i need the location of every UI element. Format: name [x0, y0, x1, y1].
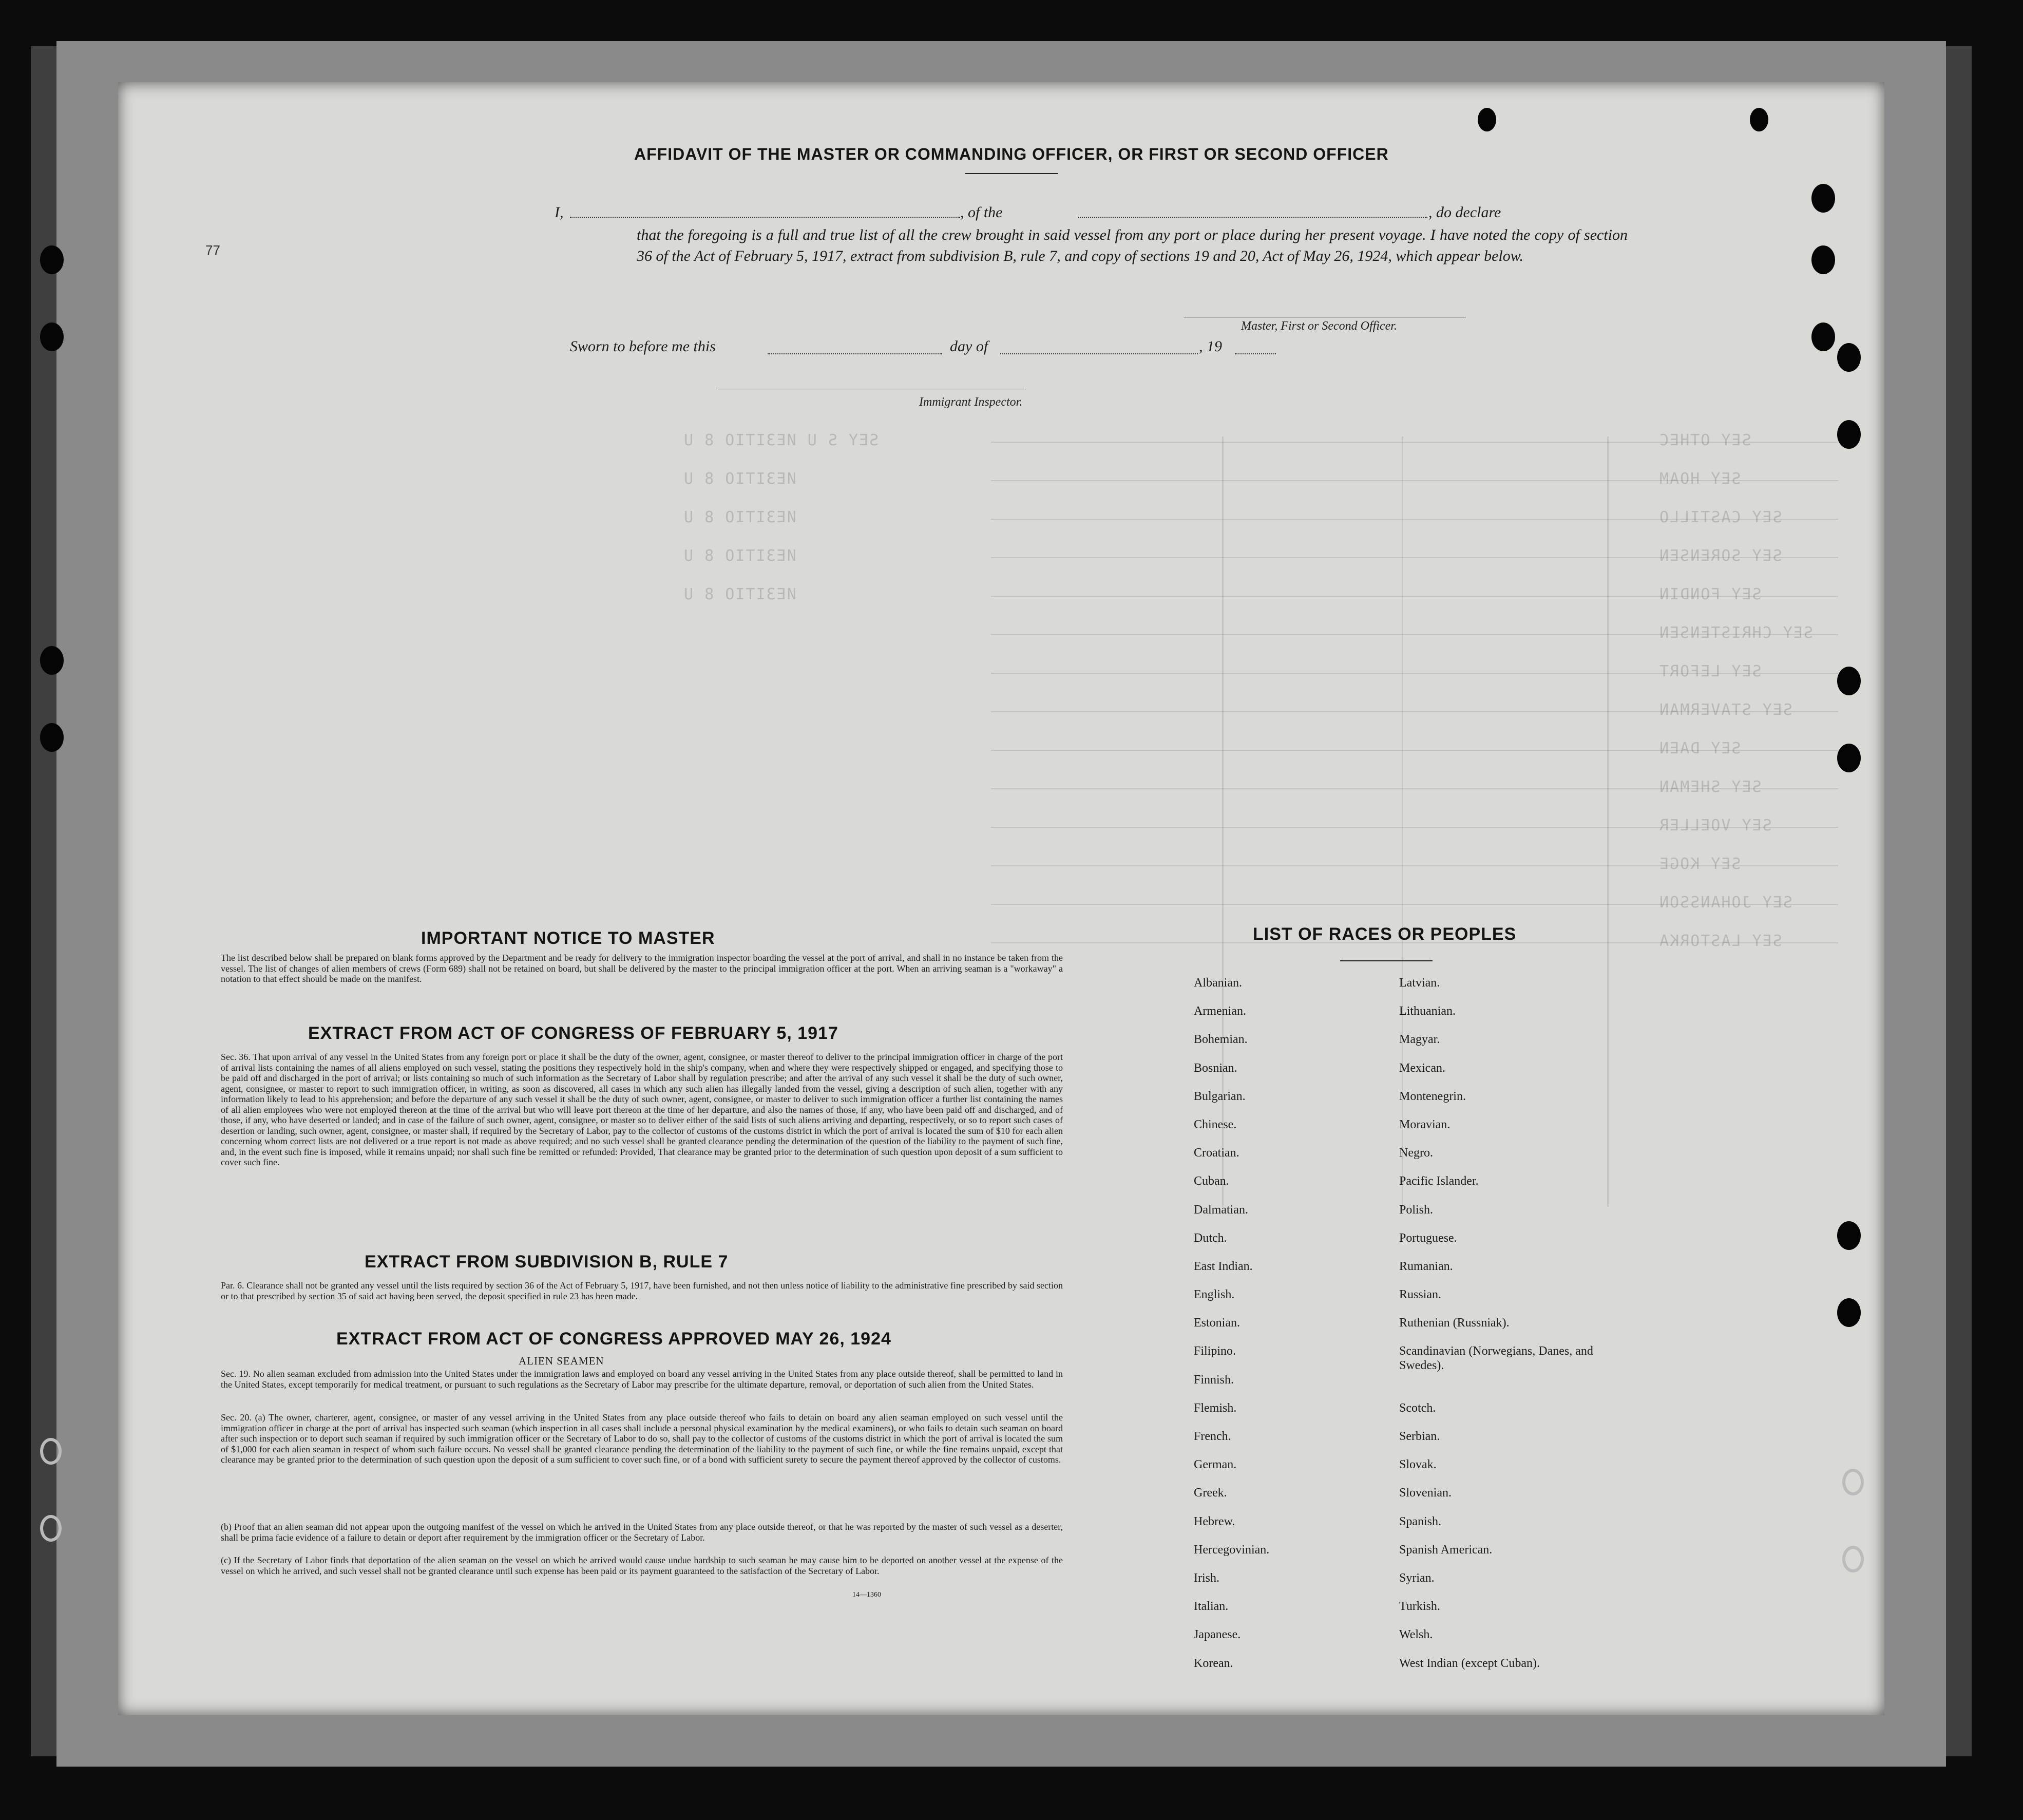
- race-item: Croatian.: [1194, 1146, 1239, 1160]
- race-item: Scotch.: [1399, 1401, 1436, 1415]
- race-item: Dalmatian.: [1194, 1203, 1248, 1217]
- extract-rule7-title: EXTRACT FROM SUBDIVISION B, RULE 7: [365, 1252, 729, 1272]
- race-item: Dutch.: [1194, 1231, 1227, 1245]
- notice-body: The list described below shall be prepared on blank forms approved by the Department and be ready for delivery to the immigration inspector boarding the vessel at the port of arrival, and shall in no instance be taken from the vessel. The list of changes of alien members of crews (Form 689) shall not be retained on board, but shall be delivered by the master to the principal immigration officer at the port. When an arriving seaman is a "workaway" a notation to that effect should be made on the manifest.: [221, 953, 1063, 984]
- race-item: Armenian.: [1194, 1004, 1246, 1018]
- race-item: Bohemian.: [1194, 1033, 1248, 1047]
- binder-hole: [1842, 1469, 1864, 1495]
- binder-hole: [1811, 184, 1835, 213]
- binder-hole: [1837, 744, 1861, 772]
- race-item: Korean.: [1194, 1656, 1233, 1670]
- race-item: Irish.: [1194, 1571, 1219, 1585]
- affidavit-body: that the foregoing is a full and true list of all the crew brought in said vessel from any port or place during her present voyage. I have noted the copy of section 36 of the Act of February 5, 1917, extract from subdivision B, rule 7, and copy of sections 19 and 20, Act of May 26, 1924, which appear below.: [637, 226, 1628, 264]
- sworn-year-field[interactable]: [1235, 353, 1276, 354]
- race-item: Slovak.: [1399, 1458, 1437, 1472]
- binder-hole: [1811, 245, 1835, 274]
- race-item: Rumanian.: [1399, 1259, 1453, 1273]
- master-name-field[interactable]: [570, 217, 960, 218]
- race-item: East Indian.: [1194, 1259, 1253, 1273]
- race-item: Greek.: [1194, 1486, 1227, 1500]
- race-item: Scandinavian (Norwegians, Danes, and Swedes).: [1399, 1344, 1593, 1373]
- race-item: West Indian (except Cuban).: [1399, 1656, 1540, 1670]
- sworn-label: Sworn to before me this: [570, 338, 716, 355]
- race-item: Estonian.: [1194, 1316, 1240, 1330]
- race-item: Welsh.: [1399, 1628, 1433, 1642]
- sec20c-body: (c) If the Secretary of Labor finds that deportation of the alien seaman on the vessel on which he arrived would cause undue hardship to such seaman he may cause him to be deported on another vessel at the expense of the vessel on which he arrived, and such vessel shall not be granted clearance until such expense has been paid or its payment guaranteed to the satisfaction of the Secretary of Labor.: [221, 1555, 1063, 1576]
- binder-hole: [40, 1438, 62, 1465]
- binder-hole: [40, 723, 64, 752]
- race-item: Spanish.: [1399, 1514, 1442, 1528]
- extract-1917-body: Sec. 36. That upon arrival of any vessel in the United States from any foreign port or place it shall be the duty of the owner, agent, consignee, or master thereof to deliver to the principal immigration officer in charge of the port of arrival lists containing the names of all aliens employed on such vessel, stating the positions they respectively hold in the ship's company, when and where they were respectively shipped or engaged, and specifying those to be paid off and discharged in the port of arrival; or lists containing so much of such information as the Secretary of Labor shall by regulation prescribe; and after the arrival of any such vessel it shall be the duty of such owner, agent, consignee, or master to report to such immigration officer, in writing, as soon as discovered, all cases in which any such alien has illegally landed from the vessel, giving a description of such alien, together with any information likely to lead to his apprehension; and before the departure of any such vessel it shall be the duty of such owner, agent, consignee, or master to deliver to such immigration officer a further list containing the names of all alien employees who were not employed thereon at the time of the arrival but who will leave port thereon at the time of her departure, and also the names of those, if any, who have been paid off and discharged, and of those, if any, who have deserted or landed; and in case of the failure of such owner, agent, consignee, or master so to deliver either of the said lists of such aliens arriving and departing, respectively, or so to report such cases of desertion or landing, such owner, agent, consignee, or master shall, if required by the Secretary of Labor, pay to the collector of customs of the customs district in which the port of arrival is located the sum of $10 for each alien concerning whom correct lists are not delivered or a true report is not made as above required; and no such vessel shall be granted clearance pending the determination of the question of the liability to the payment of such fine, and, in the event such fine is imposed, while it remains unpaid; nor shall such fine be remitted or refunded: Provided, That clearance may be granted prior to the determination of such question upon deposit of a sum sufficient to cover such fine.: [221, 1052, 1063, 1167]
- do-declare-label: , do declare: [1428, 204, 1501, 221]
- race-item: Bulgarian.: [1194, 1089, 1246, 1103]
- race-item: Russian.: [1399, 1288, 1442, 1302]
- binder-hole: [1837, 667, 1861, 695]
- vessel-name-field[interactable]: [1078, 217, 1427, 218]
- race-item: Slovenian.: [1399, 1486, 1452, 1500]
- form-number: 14—1360: [852, 1591, 881, 1599]
- binder-hole: [1811, 323, 1835, 351]
- race-item: Latvian.: [1399, 976, 1440, 990]
- binder-hole: [1837, 1298, 1861, 1327]
- i-label: I,: [555, 204, 564, 221]
- race-item: Montenegrin.: [1399, 1089, 1466, 1103]
- races-right-column: [1399, 969, 1620, 1678]
- sworn-month-field[interactable]: [1000, 353, 1198, 354]
- race-item: English.: [1194, 1288, 1235, 1302]
- binder-hole: [1837, 420, 1861, 449]
- race-item: Hercegovinian.: [1194, 1543, 1270, 1557]
- race-item: Magyar.: [1399, 1033, 1440, 1047]
- race-item: Chinese.: [1194, 1117, 1237, 1131]
- binder-hole: [40, 245, 64, 274]
- extract-rule7-body: Par. 6. Clearance shall not be granted any vessel until the lists required by section 36 of the Act of February 5, 1917, have been furnished, and not then unless notice of liability to the administrative fine prescribed by said section or to that prescribed by section 35 of said act having been served, the deposit specified in rule 23 has been made.: [221, 1280, 1063, 1301]
- race-item: Spanish American.: [1399, 1543, 1493, 1557]
- races-left-column: [1194, 969, 1269, 1678]
- race-item: Filipino.: [1194, 1344, 1236, 1358]
- race-item: Finnish.: [1194, 1373, 1234, 1387]
- race-item: Serbian.: [1399, 1430, 1440, 1444]
- race-item: Mexican.: [1399, 1061, 1445, 1075]
- of-the-label: , of the: [960, 204, 1003, 221]
- race-item: Bosnian.: [1194, 1061, 1237, 1075]
- master-signature-label: Master, First or Second Officer.: [1241, 319, 1397, 333]
- alien-seamen-subtitle: ALIEN SEAMEN: [519, 1355, 604, 1367]
- race-item: Cuban.: [1194, 1174, 1229, 1188]
- inspector-label: Immigrant Inspector.: [919, 395, 1023, 409]
- binder-hole: [1837, 1221, 1861, 1250]
- margin-mark: 77: [205, 242, 220, 258]
- race-item: Negro.: [1399, 1146, 1433, 1160]
- race-item: Italian.: [1194, 1600, 1229, 1614]
- binder-hole: [40, 323, 64, 351]
- sec19-body: Sec. 19. No alien seaman excluded from admission into the United States under the immigration laws and employed on board any vessel arriving in the United States from any place outside thereof, shall be permitted to land in the United States, except temporarily for medical treatment, or pursuant to such regulations as the Secretary of Labor may prescribe for the ultimate departure, removal, or deportation of such alien from the United States.: [221, 1369, 1063, 1390]
- affidavit-title: AFFIDAVIT OF THE MASTER OR COMMANDING OFFICER, OR FIRST OR SECOND OFFICER: [634, 145, 1389, 163]
- binder-hole: [40, 646, 64, 675]
- race-item: Turkish.: [1399, 1600, 1440, 1614]
- races-rule: [1340, 960, 1433, 961]
- race-item: Hebrew.: [1194, 1514, 1235, 1528]
- binder-hole: [40, 1515, 62, 1542]
- year-label: , 19: [1199, 338, 1222, 355]
- race-item: French.: [1194, 1430, 1231, 1443]
- race-item: Albanian.: [1194, 976, 1242, 990]
- race-item: Moravian.: [1399, 1117, 1451, 1131]
- sec20b-body: (b) Proof that an alien seaman did not appear upon the outgoing manifest of the vessel on which he arrived in the United States from any place outside thereof, or that he was reported by the master of such vessel as a deserter, shall be prima facie evidence of a failure to detain or deport after requirement by the immigration officer or the Secretary of Labor.: [221, 1522, 1063, 1543]
- day-of-label: day of: [950, 338, 988, 355]
- title-rule: [965, 173, 1058, 174]
- race-item: Ruthenian (Russniak).: [1399, 1316, 1510, 1330]
- notice-title: IMPORTANT NOTICE TO MASTER: [421, 928, 715, 948]
- race-item: Japanese.: [1194, 1628, 1241, 1642]
- binder-hole: [1837, 343, 1861, 372]
- race-item: German.: [1194, 1458, 1237, 1472]
- race-item: Portuguese.: [1399, 1231, 1457, 1245]
- race-item: Flemish.: [1194, 1401, 1237, 1415]
- race-item: Polish.: [1399, 1203, 1434, 1217]
- binder-hole: [1478, 108, 1496, 131]
- extract-1917-title: EXTRACT FROM ACT OF CONGRESS OF FEBRUARY 5, 1917: [308, 1023, 838, 1043]
- binder-hole: [1750, 108, 1768, 131]
- race-item: Lithuanian.: [1399, 1004, 1456, 1018]
- sworn-day-field[interactable]: [768, 353, 942, 354]
- document-page: SEY ОТНЕС SEY НОАМ SEY CASTILLO SEY SORENSEN SEY FONDIN SEY CHRISTENSEN SEY LEFORT SEY STAVERMAN SEY DAEN SEY SHEMAN SEY VOELLER SEY KOGE SEY JOHANSSON SEY LASTORKA SEY S U ИЕЗITIO 8 U ИЕЗITIO 8 U ИЕЗITIO 8 U ИЕЗITIO 8 U ИЕЗITIO 8 U 77 AFFIDAVIT OF THE MASTER OR COMMANDING OFFICER, OR FIRST OR SECOND OFFICER I, , of the , do declare that the foregoing is a full and true list of all the crew brought in said vessel from any port or place during her present voyage. I have noted the copy of section 36 of the Act of February 5, 1917, extract from subdivision B, rule 7, and copy of sections 19 and 20, Act of May 26, 1924, which appear below. Master, First or Second Officer. Sworn to before me this day of , 19 Immigrant Inspector. IMPORTANT NOTICE TO MASTER The list described below shall be prepared on blank forms approved by the Department and be ready for delivery to the immigration inspector boarding the vessel at the port of arrival, and shall in no instance be taken from the vessel. The list of changes of alien members of crews (Form 689) shall not be retained on board, but shall be delivered by the master to the principal immigration officer at the port. When an arriving seaman is a "workaway" a notation to that effect should be made on the manifest. EXTRACT FROM ACT OF CONGRESS OF FEBRUARY 5, 1917 Sec. 36. That upon arrival of any vessel in the United States from any foreign port or place it shall be the duty of the owner, agent, consignee, or master thereof to deliver to the principal immigration officer in charge of the port of arrival lists containing the names of all aliens employed on such vessel, stating the positions they respectively hold in the ship's company, when and where they were respectively shipped or engaged, and specifying those to be paid off and discharged in the port of arrival; or lists containing so much of such information as the Secretary of Labor shall by regulation prescribe; and after the arrival of any such vessel it shall be the duty of such owner, agent, consignee, or master to report to such immigration officer, in writing, as soon as discovered, all cases in which any such alien has illegally landed from the vessel, giving a description of such alien, together with any information likely to lead to his apprehension; and before the departure of any such vessel it shall be the duty of such owner, agent, consignee, or master to deliver to such immigration officer a further list containing the names of all alien employees who were not employed thereon at the time of the arrival but who will leave port thereon at the time of her departure, and also the names of those, if any, who have been paid off and discharged, and of those, if any, who have deserted or landed; and in case of the failure of such owner, agent, consignee, or master so to deliver either of the said lists of such aliens arriving and departing, respectively, or so to report such cases of desertion or landing, such owner, agent, consignee, or master shall, if required by the Secretary of Labor, pay to the collector of customs of the customs district in which the port of arrival is located the sum of $10 for each alien concerning whom correct lists are not delivered or a true report is not made as above required; and no such vessel shall be granted clearance pending the determination of the question of the liability to the payment of such fine, and, in the event such fine is imposed, while it remains unpaid; nor shall such fine be remitted or refunded: Provided, That clearance may be granted prior to the determination of such question upon deposit of a sum sufficient to cover such fine. EXTRACT FROM SUBDIVISION B, RULE 7 Par. 6. Clearance shall not be granted any vessel until the lists required by section 36 of the Act of February 5, 1917, have been furnished, and not then unless notice of liability to the administrative fine prescribed by said section or to that prescribed by section 35 of said act having been served, the deposit specified in rule 23 has been made. EXTRACT FROM ACT OF CONGRESS APPROVED MAY 26, 1924 ALIEN SEAMEN Sec. 19. No alien seaman excluded from admission into the United States under the immigration laws and employed on board any vessel arriving in the United States from any place outside thereof, shall be permitted to land in the United States, except temporarily for medical treatment, or pursuant to such regulations as the Secretary of Labor may prescribe for the ultimate departure, removal, or deportation of such alien from the United States. Sec. 20. (a) The owner, charterer, agent, consignee, or master of any vessel arriving in the United States from any place outside thereof who fails to detain on board any alien seaman employed on such vessel until the immigration officer in charge at the port of arrival has inspected such seaman (which inspection in all cases shall include a personal physical examination by the medical examiners), or who fails to detain such seaman on board after such inspection or to deport such seaman if required by such immigration officer or the Secretary of Labor to do so, shall pay to the collector of customs of the customs district in which the port of arrival is located the sum of $1,000 for each alien seaman in respect of whom such failure occurs. No vessel shall be granted clearance pending the determination of the liability to the payment of such fine, or while the fine remains unpaid, except that clearance may be granted prior to the determination of such question upon the deposit of a sum sufficient to cover such fine, or of a bond with sufficient surety to secure the payment thereof approved by the collector of customs. (b) Proof that an alien seaman did not appear upon the outgoing manifest of the vessel on which he arrived in the United States from any place outside thereof, or that he was reported by the master of such vessel as a deserter, shall be prima facie evidence of a failure to detain or deport after requirement by the immigration officer or the Secretary of Labor. (c) If the Secretary of Labor finds that deportation of the alien seaman on the vessel on which he arrived would cause undue hardship to such seaman he may cause him to be deported on another vessel at the expense of the vessel on which he arrived, and such vessel shall not be granted clearance until such expense has been paid or its payment guaranteed to the satisfaction of the Secretary of Labor. 14—1360 LIST OF RACES OR PEOPLES Albanian. Armenian. Bohemian. Bosnian. Bulgarian. Chinese. Croatian. Cuban. Dalmatian. Dutch. East Indian. English. Estonian. Filipino. Finnish. Flemish. French. German. Greek. Hebrew. Hercegovinian. Irish. Italian. Japanese. Korean. Latvian. Lithuanian. Magyar. Mexican. Montenegrin. Moravian. Negro. Pacific Islander. Polish. Portuguese. Rumanian. Russian. Ruthenian (Russniak). Scandinavian (Norwegians, Danes, and Swedes). Scotch. Serbian. Slovak. Slovenian. Spanish. Spanish American. Syrian. Turkish. Welsh. West Indian (except Cuban).: [118, 82, 1884, 1715]
- race-item: Syrian.: [1399, 1571, 1435, 1585]
- races-title: LIST OF RACES OR PEOPLES: [1253, 924, 1517, 944]
- extract-1924-title: EXTRACT FROM ACT OF CONGRESS APPROVED MAY 26, 1924: [336, 1329, 891, 1349]
- race-item: Pacific Islander.: [1399, 1174, 1479, 1188]
- sec20a-body: Sec. 20. (a) The owner, charterer, agent, consignee, or master of any vessel arriving in the United States from any place outside thereof who fails to detain on board any alien seaman employed on such vessel until the immigration officer in charge at the port of arrival has inspected such seaman (which inspection in all cases shall include a personal physical examination by the medical examiners), or who fails to detain such seaman on board after such inspection or to deport such seaman if required by such immigration officer or the Secretary of Labor to do so, shall pay to the collector of customs of the customs district in which the port of arrival is located the sum of $1,000 for each alien seaman in respect of whom such failure occurs. No vessel shall be granted clearance pending the determination of the liability to the payment of such fine, or while the fine remains unpaid, except that clearance may be granted prior to the determination of such question upon the deposit of a sum sufficient to cover such fine, or of a bond with sufficient surety to secure the payment thereof approved by the collector of customs.: [221, 1412, 1063, 1465]
- binder-hole: [1842, 1546, 1864, 1572]
